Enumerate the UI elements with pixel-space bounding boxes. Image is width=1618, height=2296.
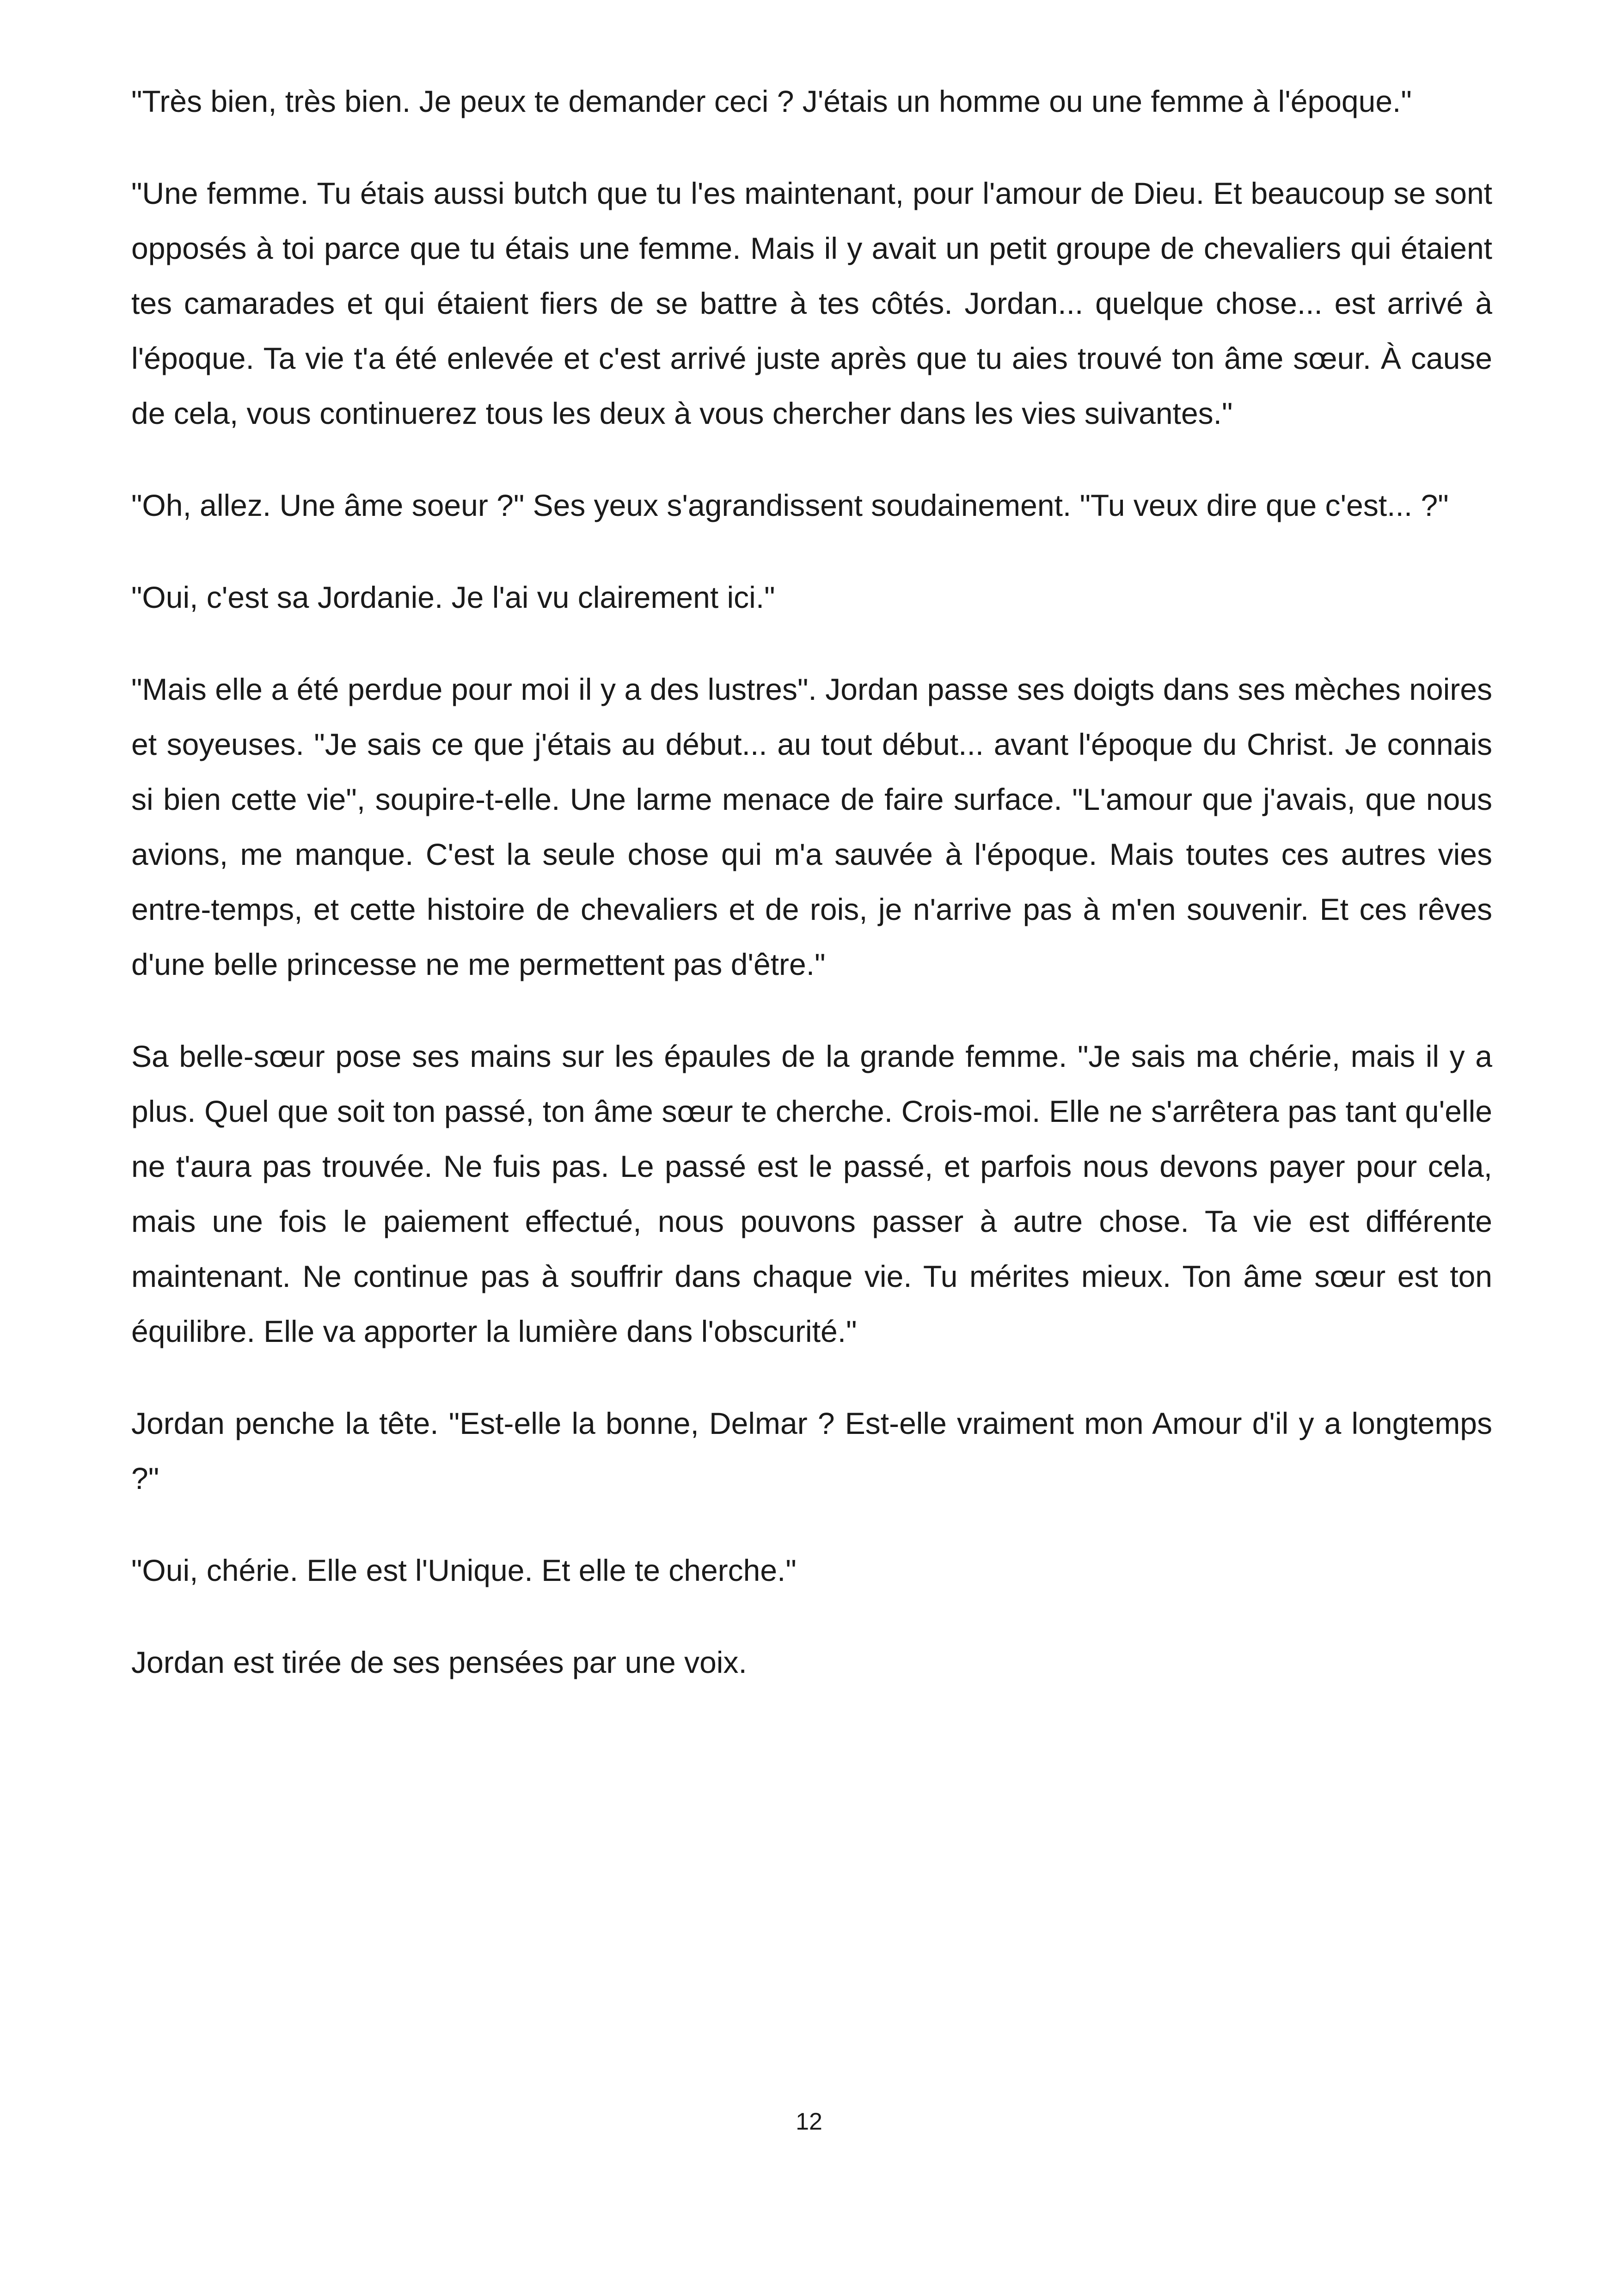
paragraph-6: Sa belle-sœur pose ses mains sur les épaules de la grande femme. "Je sais ma chérie, mais il y a plus. Quel que soit ton passé, ton âme sœur te cherche. Crois-moi. Elle ne s'arrêtera pas tant qu'elle ne t'aura pas trouvée. Ne fuis pas. Le passé est le passé, et parfois nous devons payer pour cela, mais une fois le paiement effectué, nous pouvons passer à autre chose. Ta vie est différente maintenant. Ne continue pas à souffrir dans chaque vie. Tu mérites mieux. Ton âme sœur est ton équilibre. Elle va apporter la lumière dans l'obscurité." <box>131 1039 1492 1348</box>
page-number: 12 <box>796 2108 822 2135</box>
paragraph-1: "Très bien, très bien. Je peux te demander ceci ? J'étais un homme ou une femme à l'époque." <box>131 84 1412 118</box>
paragraph-3: "Oh, allez. Une âme soeur ?" Ses yeux s'agrandissent soudainement. "Tu veux dire que c'est... ?" <box>131 488 1449 522</box>
paragraph-8: "Oui, chérie. Elle est l'Unique. Et elle te cherche." <box>131 1553 797 1587</box>
paragraph-5: "Mais elle a été perdue pour moi il y a des lustres". Jordan passe ses doigts dans ses mèches noires et soyeuses. "Je sais ce que j'étais au début... au tout début... avant l'époque du Christ. Je connais si bien cette vie", soupire-t-elle. Une larme menace de faire surface. "L'amour que j'avais, que nous avions, me manque. C'est la seule chose qui m'a sauvée à l'époque. Mais toutes ces autres vies entre-temps, et cette histoire de chevaliers et de rois, je n'arrive pas à m'en souvenir. Et ces rêves d'une belle princesse ne me permettent pas d'être." <box>131 672 1492 981</box>
paragraph-2: "Une femme. Tu étais aussi butch que tu l'es maintenant, pour l'amour de Dieu. Et beaucoup se sont opposés à toi parce que tu étais une femme. Mais il y avait un petit groupe de chevaliers qui étaient tes camarades et qui étaient fiers de se battre à tes côtés. Jordan... quelque chose... est arrivé à l'époque. Ta vie t'a été enlevée et c'est arrivé juste après que tu aies trouvé ton âme sœur. À cause de cela, vous continuerez tous les deux à vous chercher dans les vies suivantes." <box>131 176 1492 430</box>
paragraph-4: "Oui, c'est sa Jordanie. Je l'ai vu clairement ici." <box>131 580 775 614</box>
paragraph-9: Jordan est tirée de ses pensées par une voix. <box>131 1645 747 1679</box>
body-text <box>131 74 1492 1727</box>
paragraph-7: Jordan penche la tête. "Est-elle la bonne, Delmar ? Est-elle vraiment mon Amour d'il y a longtemps ?" <box>131 1406 1492 1495</box>
